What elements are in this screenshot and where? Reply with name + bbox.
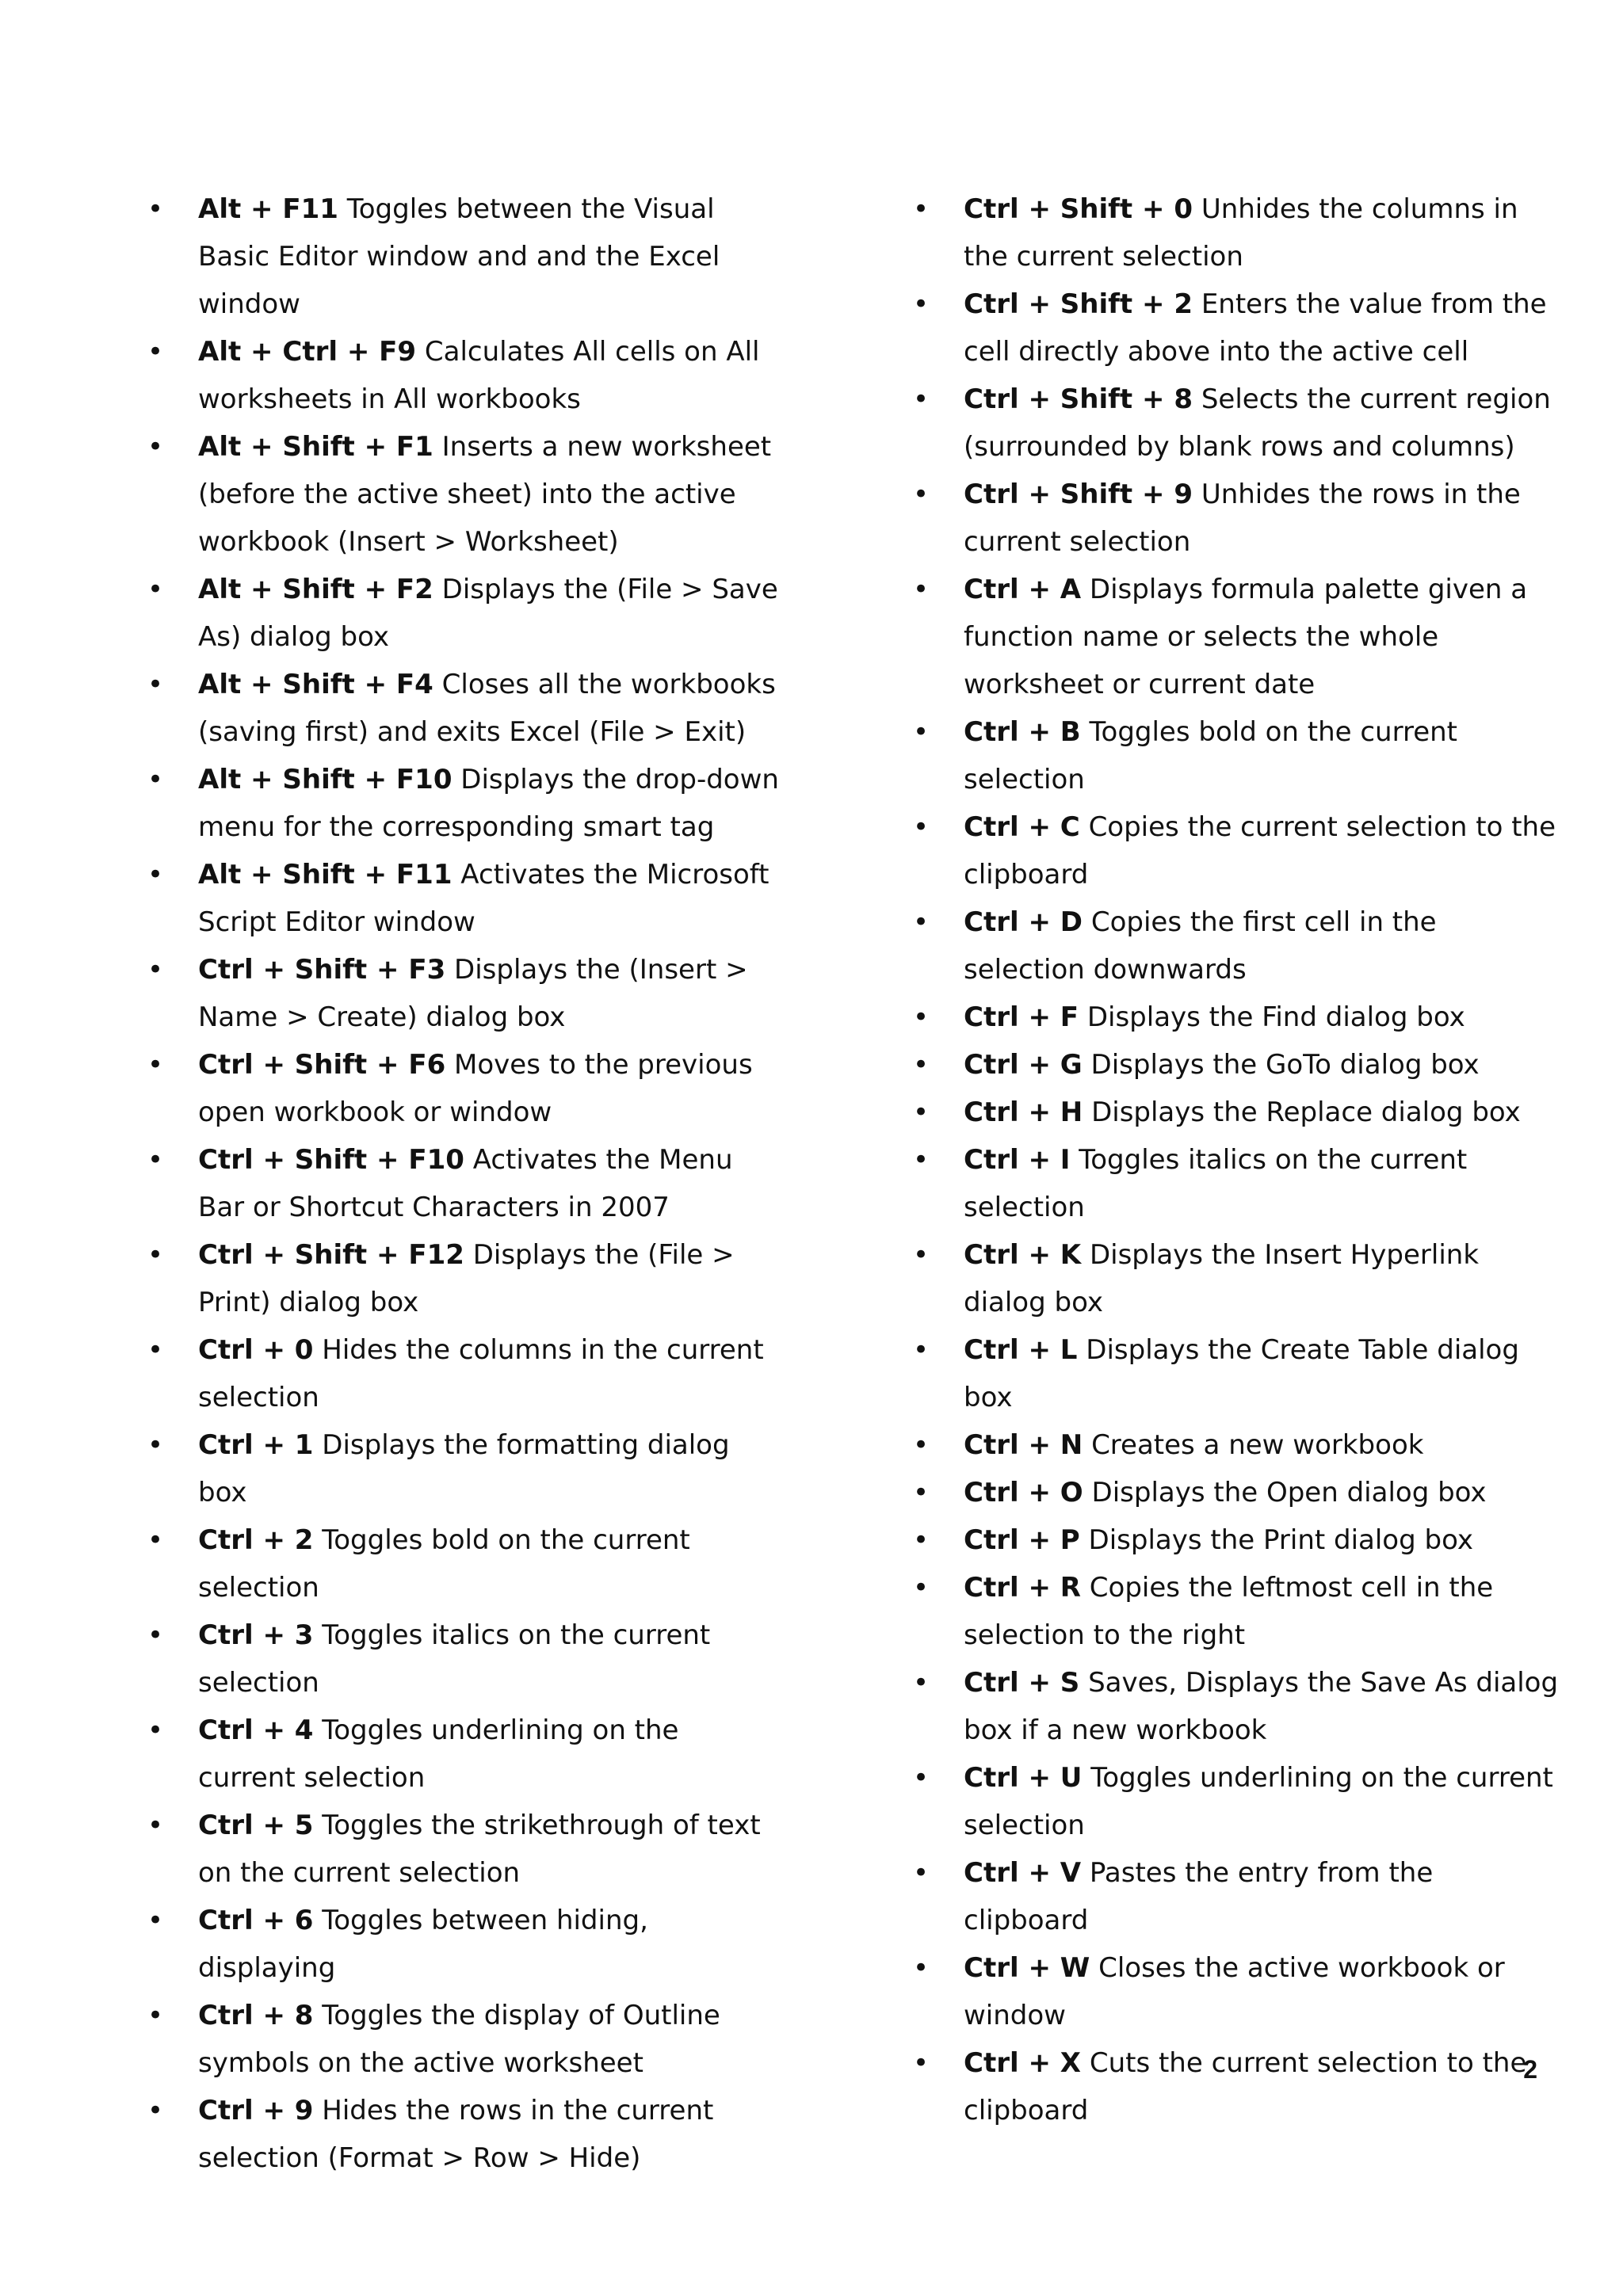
shortcut-item	[147, 1326, 781, 1421]
bullet: •	[913, 1762, 930, 1794]
shortcut-description: Toggles between the Visual Basic Editor window and and the Excel window	[198, 193, 720, 320]
shortcut-item	[913, 1659, 1563, 1754]
shortcut-item	[913, 1326, 1563, 1421]
shortcut-keys: Ctrl + Shift + F3	[198, 954, 446, 986]
shortcut-keys: Ctrl + 0	[198, 1334, 314, 1366]
bullet: •	[147, 1049, 164, 1081]
shortcut-item	[147, 1421, 781, 1516]
bullet: •	[147, 1619, 164, 1651]
bullet: •	[913, 383, 930, 415]
shortcut-description: Displays the Find dialog box	[1086, 1001, 1465, 1033]
shortcut-keys: Ctrl + 4	[198, 1714, 314, 1746]
shortcut-keys: Ctrl + Shift + 2	[964, 288, 1193, 320]
bullet: •	[913, 1667, 930, 1699]
shortcut-description: Copies the leftmost cell in the selection to the right	[964, 1572, 1494, 1651]
bullet: •	[913, 2047, 930, 2079]
shortcut-keys: Ctrl + W	[964, 1952, 1090, 1984]
shortcut-list-left	[147, 185, 781, 2182]
shortcut-keys: Ctrl + Shift + 8	[964, 383, 1193, 415]
shortcut-keys: Ctrl + Shift + 0	[964, 193, 1193, 225]
bullet: •	[147, 1524, 164, 1556]
bullet: •	[147, 336, 164, 368]
shortcut-keys: Ctrl + G	[964, 1049, 1083, 1081]
bullet: •	[147, 1714, 164, 1746]
shortcut-description: Toggles underlining on the current selection	[964, 1762, 1553, 1841]
shortcut-keys: Ctrl + 5	[198, 1810, 314, 1841]
bullet: •	[913, 1144, 930, 1176]
shortcut-item	[147, 328, 781, 423]
shortcut-keys: Ctrl + F	[964, 1001, 1079, 1033]
shortcut-item	[147, 661, 781, 756]
bullet: •	[913, 1239, 930, 1271]
shortcut-keys: Ctrl + 8	[198, 2000, 314, 2031]
bullet: •	[913, 1857, 930, 1889]
shortcut-keys: Alt + Shift + F10	[198, 764, 453, 795]
shortcut-description: Toggles italics on the current selection	[198, 1619, 711, 1699]
shortcut-keys: Ctrl + U	[964, 1762, 1083, 1794]
shortcut-item	[147, 1802, 781, 1897]
shortcut-item	[147, 1611, 781, 1707]
shortcut-item	[147, 1136, 781, 1231]
shortcut-item	[147, 1897, 781, 1992]
bullet: •	[147, 574, 164, 605]
shortcut-item	[913, 1564, 1563, 1659]
shortcut-description: Displays the drop-down menu for the corresponding smart tag	[198, 764, 779, 843]
shortcut-keys: Ctrl + D	[964, 906, 1083, 938]
shortcut-description: Toggles italics on the current selection	[964, 1144, 1468, 1223]
shortcut-description: Displays the Replace dialog box	[1091, 1097, 1521, 1128]
bullet: •	[913, 288, 930, 320]
shortcut-description: Enters the value from the cell directly above into the active cell	[964, 288, 1547, 368]
shortcut-keys: Ctrl + 3	[198, 1619, 314, 1651]
shortcut-description: Toggles bold on the current selection	[964, 716, 1458, 795]
shortcut-item	[913, 898, 1563, 994]
shortcut-keys: Ctrl + P	[964, 1524, 1080, 1556]
shortcut-description: Displays the Open dialog box	[1091, 1477, 1487, 1508]
shortcut-description: Displays the (Insert > Name > Create) dialog box	[198, 954, 748, 1033]
shortcut-keys: Ctrl + B	[964, 716, 1081, 748]
shortcut-item	[913, 994, 1563, 1041]
bullet: •	[147, 1810, 164, 1841]
shortcut-keys: Ctrl + O	[964, 1477, 1083, 1508]
bullet: •	[913, 1952, 930, 1984]
shortcut-keys: Ctrl + K	[964, 1239, 1082, 1271]
page-number: 2	[1523, 2055, 1537, 2084]
bullet: •	[913, 1097, 930, 1128]
shortcut-item	[147, 1041, 781, 1136]
shortcut-item	[913, 185, 1563, 280]
bullet: •	[913, 1572, 930, 1604]
shortcut-description: Moves to the previous open workbook or window	[198, 1049, 753, 1128]
shortcut-description: Toggles the display of Outline symbols on the active worksheet	[198, 2000, 720, 2079]
shortcut-item	[913, 708, 1563, 803]
bullet: •	[147, 859, 164, 891]
shortcut-item	[913, 376, 1563, 471]
shortcut-keys: Ctrl + A	[964, 574, 1082, 605]
shortcut-item	[147, 1992, 781, 2087]
shortcut-keys: Ctrl + 2	[198, 1524, 314, 1556]
shortcut-description: Cuts the current selection to the clipboard	[964, 2047, 1527, 2126]
shortcut-item	[913, 803, 1563, 898]
shortcut-description: Displays the GoTo dialog box	[1090, 1049, 1480, 1081]
shortcut-description: Activates the Menu Bar or Shortcut Characters in 2007	[198, 1144, 733, 1223]
bullet: •	[913, 811, 930, 843]
bullet: •	[913, 193, 930, 225]
shortcut-description: Unhides the rows in the current selection	[964, 479, 1521, 558]
shortcut-item	[147, 566, 781, 661]
bullet: •	[913, 1049, 930, 1081]
shortcut-item	[913, 1754, 1563, 1849]
shortcut-description: Toggles underlining on the current selection	[198, 1714, 679, 1794]
shortcut-description: Hides the rows in the current selection (Format > Row > Hide)	[198, 2095, 714, 2174]
shortcut-description: Toggles bold on the current selection	[198, 1524, 690, 1604]
shortcut-item	[147, 1707, 781, 1802]
shortcut-keys: Ctrl + I	[964, 1144, 1071, 1176]
shortcut-keys: Ctrl + 1	[198, 1429, 314, 1461]
bullet: •	[147, 1905, 164, 1936]
bullet: •	[913, 716, 930, 748]
shortcut-item	[913, 471, 1563, 566]
bullet: •	[913, 1334, 930, 1366]
bullet: •	[147, 669, 164, 700]
shortcut-keys: Ctrl + V	[964, 1857, 1082, 1889]
shortcut-item	[147, 946, 781, 1041]
shortcut-keys: Ctrl + N	[964, 1429, 1083, 1461]
shortcut-keys: Alt + Shift + F2	[198, 574, 433, 605]
shortcut-item	[913, 566, 1563, 708]
shortcut-description: Displays the formatting dialog box	[198, 1429, 730, 1508]
bullet: •	[913, 906, 930, 938]
shortcut-item	[913, 1136, 1563, 1231]
bullet: •	[913, 1001, 930, 1033]
shortcut-description: Inserts a new worksheet (before the active sheet) into the active workbook (Insert > Worksheet)	[198, 431, 772, 558]
shortcut-description: Displays the Print dialog box	[1088, 1524, 1473, 1556]
shortcut-description: Toggles between hiding, displaying	[198, 1905, 648, 1984]
shortcut-item	[913, 1421, 1563, 1469]
bullet: •	[147, 1144, 164, 1176]
shortcut-description: Selects the current region (surrounded by blank rows and columns)	[964, 383, 1551, 463]
shortcut-keys: Ctrl + Shift + 9	[964, 479, 1193, 510]
shortcut-item	[147, 423, 781, 566]
shortcut-item	[913, 280, 1563, 376]
bullet: •	[913, 1429, 930, 1461]
shortcut-list-right	[913, 185, 1563, 2134]
shortcut-description: Copies the current selection to the clipboard	[964, 811, 1556, 891]
shortcut-description: Closes the active workbook or window	[964, 1952, 1505, 2031]
shortcut-keys: Ctrl + 6	[198, 1905, 314, 1936]
shortcut-description: Displays the Insert Hyperlink dialog box	[964, 1239, 1480, 1318]
bullet: •	[147, 193, 164, 225]
shortcut-item	[147, 1231, 781, 1326]
shortcut-keys: Ctrl + S	[964, 1667, 1080, 1699]
shortcut-item	[913, 1041, 1563, 1089]
shortcut-description: Activates the Microsoft Script Editor window	[198, 859, 769, 938]
shortcut-keys: Alt + Shift + F1	[198, 431, 433, 463]
shortcut-item	[913, 1849, 1563, 1944]
shortcut-item	[913, 1089, 1563, 1136]
shortcut-keys: Ctrl + Shift + F10	[198, 1144, 464, 1176]
shortcut-description: Saves, Displays the Save As dialog box if a new workbook	[964, 1667, 1559, 1746]
shortcut-description: Displays formula palette given a function name or selects the whole worksheet or current date	[964, 574, 1528, 700]
shortcut-keys: Alt + F11	[198, 193, 338, 225]
shortcut-description: Creates a new workbook	[1091, 1429, 1424, 1461]
shortcut-item	[147, 851, 781, 946]
shortcut-keys: Alt + Ctrl + F9	[198, 336, 417, 368]
shortcut-description: Copies the first cell in the selection downwards	[964, 906, 1437, 986]
shortcut-item	[913, 1944, 1563, 2039]
shortcut-keys: Ctrl + Shift + F6	[198, 1049, 446, 1081]
shortcut-description: Calculates All cells on All worksheets in All workbooks	[198, 336, 760, 415]
bullet: •	[147, 1334, 164, 1366]
shortcut-item	[147, 1516, 781, 1611]
shortcut-description: Pastes the entry from the clipboard	[964, 1857, 1434, 1936]
shortcut-description: Unhides the columns in the current selection	[964, 193, 1518, 273]
bullet: •	[147, 954, 164, 986]
shortcut-keys: Alt + Shift + F4	[198, 669, 433, 700]
shortcut-item	[913, 1516, 1563, 1564]
shortcut-item	[913, 1469, 1563, 1516]
bullet: •	[147, 2000, 164, 2031]
shortcut-item	[913, 2039, 1563, 2134]
bullet: •	[147, 1239, 164, 1271]
shortcut-keys: Ctrl + C	[964, 811, 1080, 843]
shortcut-keys: Ctrl + H	[964, 1097, 1083, 1128]
bullet: •	[147, 2095, 164, 2126]
bullet: •	[913, 479, 930, 510]
shortcut-description: Closes all the workbooks (saving first) and exits Excel (File > Exit)	[198, 669, 776, 748]
shortcut-keys: Ctrl + 9	[198, 2095, 314, 2126]
shortcut-item	[147, 185, 781, 328]
bullet: •	[147, 1429, 164, 1461]
shortcut-item	[147, 756, 781, 851]
bullet: •	[913, 574, 930, 605]
shortcut-description: Toggles the strikethrough of text on the current selection	[198, 1810, 761, 1889]
shortcut-keys: Ctrl + L	[964, 1334, 1078, 1366]
bullet: •	[913, 1524, 930, 1556]
shortcut-description: Displays the (File > Save As) dialog box	[198, 574, 778, 653]
shortcut-keys: Ctrl + R	[964, 1572, 1081, 1604]
shortcut-item	[147, 2087, 781, 2182]
shortcut-description: Displays the (File > Print) dialog box	[198, 1239, 735, 1318]
shortcut-description: Hides the columns in the current selection	[198, 1334, 764, 1413]
shortcut-keys: Ctrl + Shift + F12	[198, 1239, 464, 1271]
bullet: •	[147, 764, 164, 795]
shortcut-item	[913, 1231, 1563, 1326]
shortcut-keys: Ctrl + X	[964, 2047, 1082, 2079]
shortcut-keys: Alt + Shift + F11	[198, 859, 453, 891]
shortcut-description: Displays the Create Table dialog box	[964, 1334, 1519, 1413]
bullet: •	[147, 431, 164, 463]
bullet: •	[913, 1477, 930, 1508]
